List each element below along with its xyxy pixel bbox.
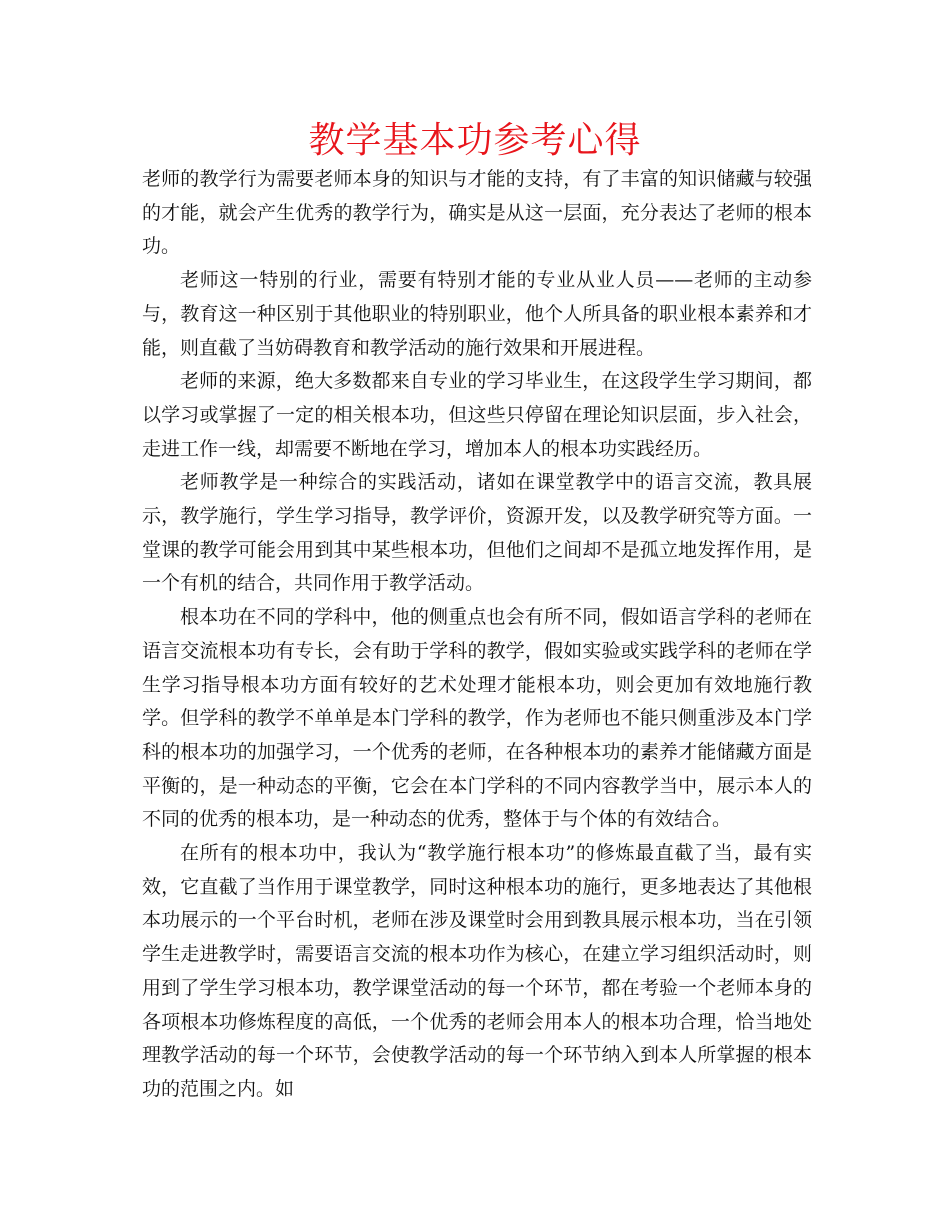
document-body xyxy=(142,163,812,1107)
paragraph-4: 老师教学是一种综合的实践活动，诸如在课堂教学中的语言交流，教具展示，教学施行，学生学习指导，教学评价，资源开发，以及教学研究等方面。一堂课的教学可能会用到其中某些根本功，但他们之间却不是孤立地发挥作用，是一个有机的结合，共同作用于教学活动。 xyxy=(142,471,812,595)
paragraph-6: 在所有的根本功中，我认为“教学施行根本功”的修炼最直截了当，最有实效，它直截了当作用于课堂教学，同时这种根本功的施行，更多地表达了其他根本功展示的一个平台时机，老师在涉及课堂时会用到教具展示根本功，当在引领学生走进教学时，需要语言交流的根本功作为核心，在建立学习组织活动时，则用到了学生学习根本功，教学课堂活动的每一个环节，都在考验一个老师本身的各项根本功修炼程度的高低，一个优秀的老师会用本人的根本功合理，恰当地处理教学活动的每一个环节，会使教学活动的每一个环节纳入到本人所掌握的根本功的范围之内。如 xyxy=(142,842,812,1100)
paragraph-5: 根本功在不同的学科中，他的侧重点也会有所不同，假如语言学科的老师在语言交流根本功有专长，会有助于学科的教学，假如实验或实践学科的老师在学生学习指导根本功方面有较好的艺术处理才能根本功，则会更加有效地施行教学。但学科的教学不单单是本门学科的教学，作为老师也不能只侧重涉及本门学科的根本功的加强学习，一个优秀的老师，在各种根本功的素养才能储藏方面是平衡的，是一种动态的平衡，它会在本门学科的不同内容教学当中，展示本人的不同的优秀的根本功，是一种动态的优秀，整体于与个体的有效结合。 xyxy=(142,606,812,831)
paragraph-2: 老师这一特别的行业，需要有特别才能的专业从业人员——老师的主动参与，教育这一种区别于其他职业的特别职业，他个人所具备的职业根本素养和才能，则直截了当妨碍教育和教学活动的施行效果和开展进程。 xyxy=(142,269,812,359)
paragraph-1: 老师的教学行为需要老师本身的知识与才能的支持，有了丰富的知识储藏与较强的才能，就会产生优秀的教学行为，确实是从这一层面，充分表达了老师的根本功。 xyxy=(142,168,812,258)
document-title: 教学基本功参考心得 xyxy=(308,120,642,161)
paragraph-3: 老师的来源，绝大多数都来自专业的学习毕业生，在这段学生学习期间，都以学习或掌握了一定的相关根本功，但这些只停留在理论知识层面，步入社会，走进工作一线，却需要不断地在学习，增加本人的根本功实践经历。 xyxy=(142,370,812,460)
